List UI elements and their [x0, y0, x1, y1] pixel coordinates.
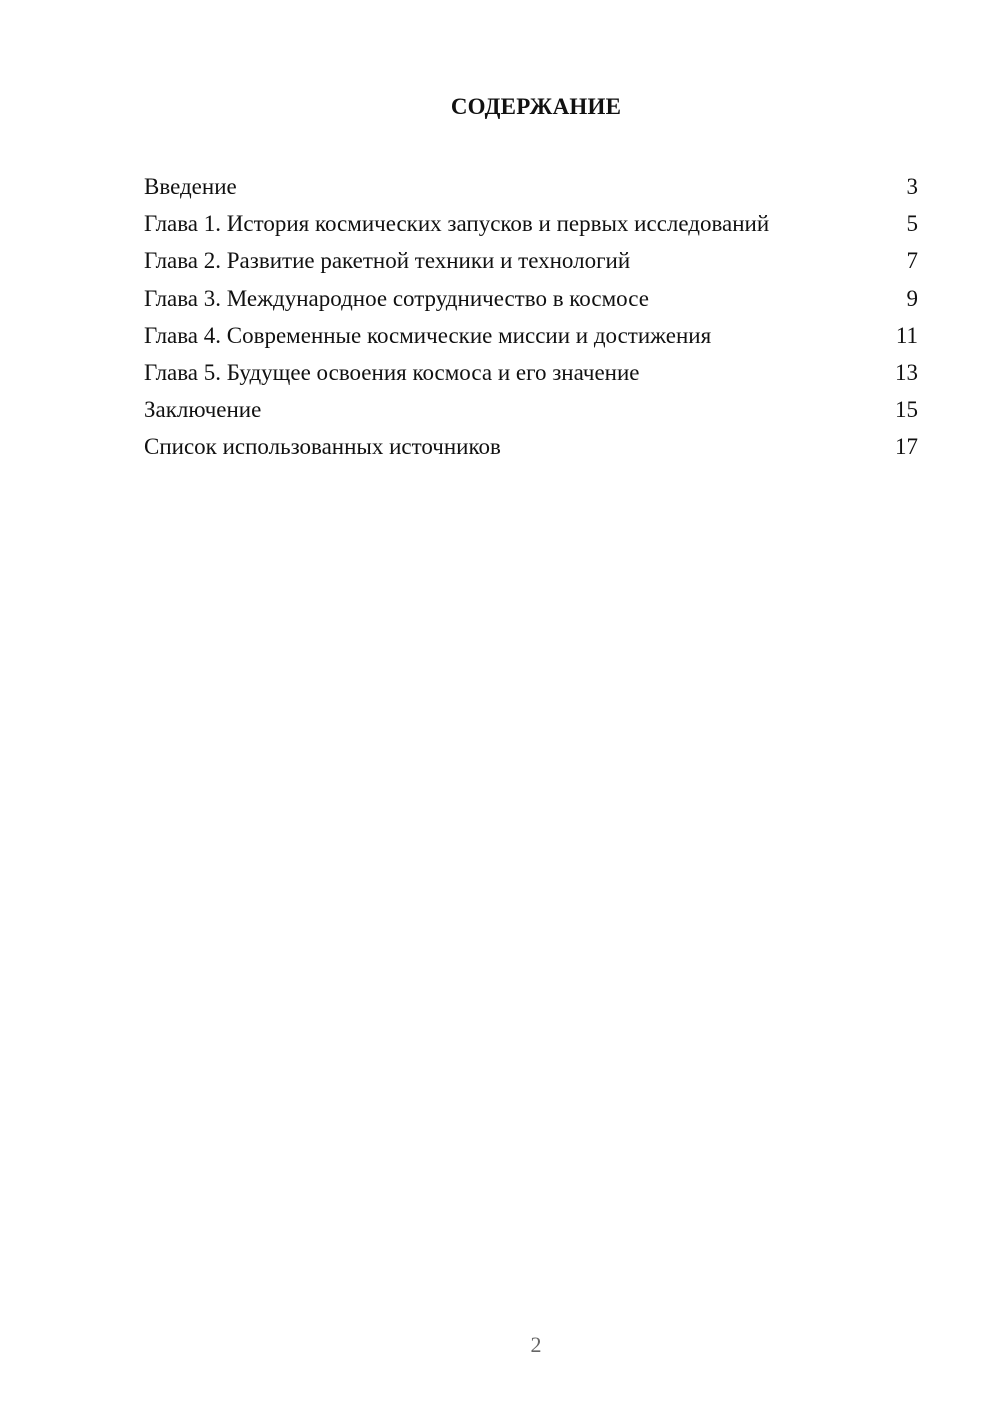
toc-entry-conclusion: [144, 391, 918, 428]
toc-entry-label: Введение: [144, 174, 237, 199]
toc-entry-references: [144, 428, 918, 465]
toc-entry-introduction: [144, 168, 918, 205]
toc-entry-page: 11: [895, 322, 918, 348]
toc-entry-page: 3: [906, 174, 918, 199]
toc-entry-page: 17: [895, 434, 918, 460]
toc-entry-label: Глава 2. Развитие ракетной техники и технологий: [144, 248, 631, 274]
toc-entry-page: 7: [906, 248, 918, 274]
toc-entry-label: Глава 1. История космических запусков и первых исследований: [144, 211, 770, 237]
toc-entry-page: 15: [895, 397, 918, 423]
toc-title: СОДЕРЖАНИЕ: [450, 94, 622, 119]
toc-entry-chapter-4: [144, 317, 918, 354]
toc-entry-label: Глава 5. Будущее освоения космоса и его значение: [144, 359, 640, 385]
toc-entry-page: 13: [895, 359, 918, 385]
toc-entry-label: Заключение: [144, 397, 262, 423]
toc-entry-label: Глава 4. Современные космические миссии и достижения: [144, 322, 712, 348]
toc-entry-label: Список использованных источников: [144, 434, 501, 460]
toc-entry-label: Глава 3. Международное сотрудничество в космосе: [144, 285, 649, 311]
toc-entry-chapter-1: [144, 205, 918, 242]
page-number: 2: [530, 1332, 542, 1357]
toc-entry-chapter-2: [144, 242, 918, 279]
toc-entry-chapter-3: [144, 280, 918, 317]
toc-entry-page: 9: [906, 285, 918, 311]
toc-entry-chapter-5: [144, 354, 918, 391]
toc-entry-page: 5: [906, 211, 918, 237]
table-of-contents: [144, 168, 918, 466]
